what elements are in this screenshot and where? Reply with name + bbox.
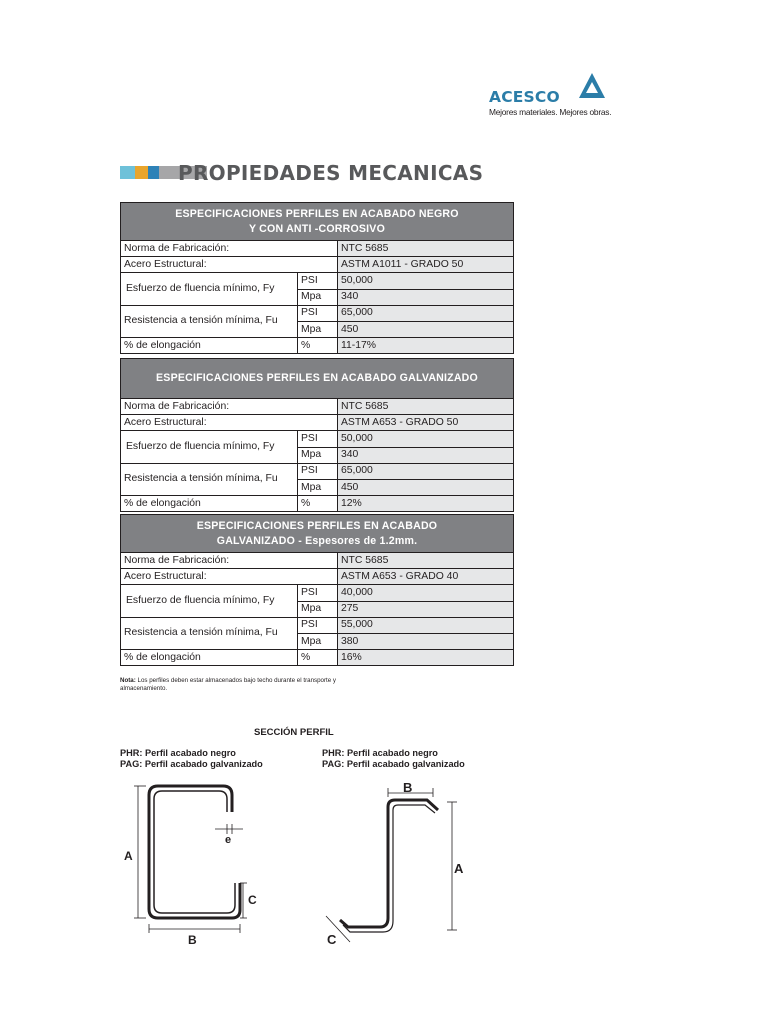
tension-mpa-value: 380 [338, 633, 514, 649]
unit-cell: Mpa [298, 633, 338, 649]
table-title-line1: ESPECIFICACIONES PERFILES EN ACABADO GALVANIZADO [156, 372, 478, 384]
norma-label: Norma de Fabricación: [121, 553, 338, 569]
acero-label: Acero Estructural: [121, 569, 338, 585]
acero-value: ASTM A1011 - GRADO 50 [338, 257, 514, 273]
fluencia-psi-value: 50,000 [338, 273, 514, 289]
fluencia-label: Esfuerzo de fluencia mínimo, Fy [121, 431, 298, 463]
tension-psi-value: 65,000 [338, 463, 514, 479]
norma-value: NTC 5685 [338, 241, 514, 257]
z-profile-label-b: B [403, 780, 413, 795]
fluencia-label: Esfuerzo de fluencia mínimo, Fy [121, 585, 298, 617]
legend-line: PHR: Perfil acabado negro [120, 748, 236, 758]
brand-slogan: Mejores materiales. Mejores obras. [489, 107, 612, 117]
z-profile-label-c: C [327, 932, 337, 947]
unit-cell: Mpa [298, 321, 338, 337]
acero-value: ASTM A653 - GRADO 50 [338, 415, 514, 431]
unit-cell: PSI [298, 431, 338, 447]
norma-label: Norma de Fabricación: [121, 241, 338, 257]
unit-cell: PSI [298, 617, 338, 633]
norma-label: Norma de Fabricación: [121, 399, 338, 415]
c-profile-label-b: B [188, 933, 197, 947]
table-title-line1: ESPECIFICACIONES PERFILES EN ACABADO [196, 519, 438, 532]
elong-value: 16% [338, 650, 514, 666]
z-profile-label-a: A [454, 861, 464, 876]
norma-value: NTC 5685 [338, 553, 514, 569]
legend-line: PAG: Perfil acabado galvanizado [120, 759, 263, 769]
unit-cell: % [298, 338, 338, 354]
tension-mpa-value: 450 [338, 479, 514, 495]
tension-psi-value: 65,000 [338, 305, 514, 321]
section-title: SECCIÓN PERFIL [254, 727, 334, 738]
legend-line: PAG: Perfil acabado galvanizado [322, 759, 465, 769]
fluencia-psi-value: 50,000 [338, 431, 514, 447]
elong-value: 12% [338, 496, 514, 512]
elong-label: % de elongación [121, 496, 298, 512]
unit-cell: Mpa [298, 479, 338, 495]
elong-label: % de elongación [121, 650, 298, 666]
unit-cell: % [298, 650, 338, 666]
tension-mpa-value: 450 [338, 321, 514, 337]
norma-value: NTC 5685 [338, 399, 514, 415]
page-title: PROPIEDADES MECANICAS [178, 161, 484, 185]
note-label: Nota: [120, 677, 136, 684]
c-profile-label-c: C [248, 893, 257, 907]
note-text: Los perfiles deben estar almacenados bajo techo durante el transporte y almacenamiento. [120, 677, 337, 692]
acero-value: ASTM A653 - GRADO 40 [338, 569, 514, 585]
fluencia-mpa-value: 340 [338, 289, 514, 305]
tension-label: Resistencia a tensión mínima, Fu [121, 305, 298, 337]
unit-cell: Mpa [298, 289, 338, 305]
elong-value: 11-17% [338, 338, 514, 354]
unit-cell: Mpa [298, 601, 338, 617]
c-profile-label-e: e [225, 834, 232, 846]
table-title-line1: ESPECIFICACIONES PERFILES EN ACABADO NEGRO [175, 207, 459, 220]
table-title-line2: GALVANIZADO - Espesores de 1.2mm. [216, 534, 418, 547]
unit-cell: PSI [298, 305, 338, 321]
tension-psi-value: 55,000 [338, 617, 514, 633]
z-profile-drawing [326, 788, 457, 942]
unit-cell: PSI [298, 463, 338, 479]
brand-name: ACESCO [489, 88, 560, 106]
table-title-line2: Y CON ANTI -CORROSIVO [248, 222, 386, 235]
c-profile-label-a: A [124, 849, 133, 863]
fluencia-mpa-value: 340 [338, 447, 514, 463]
tension-label: Resistencia a tensión mínima, Fu [121, 617, 298, 649]
elong-label: % de elongación [121, 338, 298, 354]
tension-label: Resistencia a tensión mínima, Fu [121, 463, 298, 495]
acero-label: Acero Estructural: [121, 257, 338, 273]
unit-cell: % [298, 496, 338, 512]
legend-line: PHR: Perfil acabado negro [322, 748, 438, 758]
fluencia-label: Esfuerzo de fluencia mínimo, Fy [121, 273, 298, 305]
unit-cell: Mpa [298, 447, 338, 463]
unit-cell: PSI [298, 585, 338, 601]
fluencia-mpa-value: 275 [338, 601, 514, 617]
c-profile-drawing [134, 786, 247, 933]
unit-cell: PSI [298, 273, 338, 289]
fluencia-psi-value: 40,000 [338, 585, 514, 601]
acero-label: Acero Estructural: [121, 415, 338, 431]
